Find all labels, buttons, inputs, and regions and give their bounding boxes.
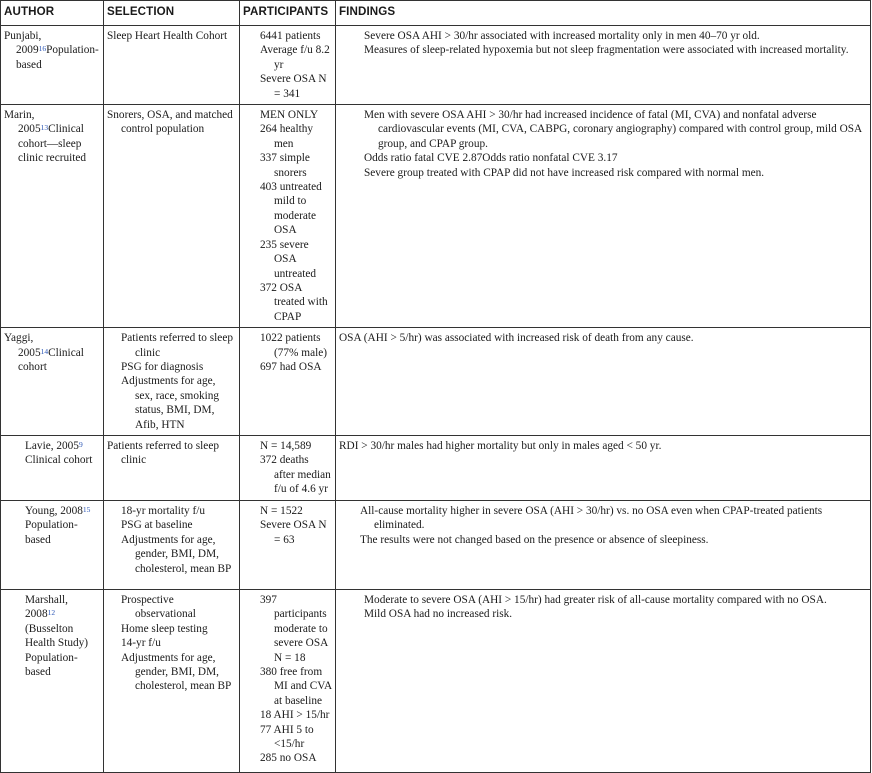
- findings-item: All-cause mortality higher in severe OSA (AHI > 30/hr) vs. no OSA even when CPAP-treated patients eliminated.: [360, 504, 823, 532]
- participants-item: Average f/u 8.2 yr: [260, 44, 330, 71]
- participants-cell: [240, 105, 336, 328]
- participants-cell: [240, 26, 336, 105]
- participants-item: N = 14,589: [260, 439, 312, 452]
- selection-cell: [104, 435, 240, 500]
- findings-item: The results were not changed based on the presence or absence of sleepiness.: [360, 533, 709, 546]
- participants-item: 6441 patients: [260, 30, 321, 42]
- participants-cell: [240, 500, 336, 589]
- author-name: Marin, 2005: [4, 109, 41, 136]
- selection-item: Adjustments for age, gender, BMI, DM, cholesterol, mean BP: [121, 533, 232, 575]
- selection-item: PSG at baseline: [121, 519, 193, 532]
- selection-item: 14-yr f/u: [121, 637, 161, 650]
- author-type: Clinical cohort—sleep clinic recruited: [18, 123, 87, 165]
- participants-item: 380 free from MI and CVA at baseline: [260, 666, 332, 707]
- selection-cell: [104, 105, 240, 328]
- author-name: Young, 2008: [25, 504, 83, 517]
- header-row: [1, 1, 871, 26]
- author-cell: [1, 500, 104, 589]
- reference-link[interactable]: 9: [78, 439, 83, 449]
- participants-item: MEN ONLY: [260, 109, 319, 122]
- author-name: Punjabi,: [4, 30, 42, 42]
- author-name: Yaggi, 2005: [4, 332, 41, 359]
- author-year: 2009: [16, 44, 39, 57]
- participants-item: 264 healthy men: [260, 123, 314, 150]
- table-row: [1, 26, 871, 105]
- findings-item: Odds ratio fatal CVE 2.87Odds ratio nonfatal CVE 3.17: [364, 152, 618, 165]
- author-type: Clinical cohort: [25, 454, 93, 467]
- participants-item: 235 severe OSA untreated: [260, 238, 317, 280]
- findings-item: Measures of sleep-related hypoxemia but not sleep fragmentation were associated with increased mortality.: [364, 44, 849, 57]
- findings-cell: [336, 589, 871, 772]
- header-author: AUTHOR: [1, 1, 104, 26]
- participants-item: 397 participants moderate to severe OSA N = 18: [260, 593, 328, 664]
- findings-cell: [336, 105, 871, 328]
- selection-item: Patients referred to sleep clinic: [121, 332, 233, 359]
- selection-item: Adjustments for age, gender, BMI, DM, cholesterol, mean BP: [121, 651, 232, 693]
- selection-cell: [104, 26, 240, 105]
- selection-item: Prospective observational: [121, 593, 196, 621]
- table-row: [1, 328, 871, 436]
- author-cell: [1, 328, 104, 436]
- participants-item: 77 AHI 5 to <15/hr: [260, 723, 314, 751]
- author-type: Population-based: [16, 44, 99, 71]
- author-type: Population-based: [25, 519, 78, 546]
- reference-link[interactable]: 12: [47, 608, 56, 618]
- participants-cell: [240, 589, 336, 772]
- findings-item: Mild OSA had no increased risk.: [364, 608, 513, 621]
- findings-cell: [336, 500, 871, 589]
- participants-cell: [240, 328, 336, 436]
- selection-item: Patients referred to sleep clinic: [107, 439, 219, 467]
- table-row: [1, 105, 871, 328]
- author-cell: [1, 26, 104, 105]
- participants-cell: [240, 435, 336, 500]
- findings-cell: [336, 26, 871, 105]
- participants-item: 372 deaths after median f/u of 4.6 yr: [260, 454, 331, 496]
- participants-item: 372 OSA treated with CPAP: [260, 281, 328, 323]
- participants-item: 1022 patients (77% male): [260, 332, 328, 359]
- findings-item: Moderate to severe OSA (AHI > 15/hr) had greater risk of all-cause mortality compared with no OSA.: [364, 593, 827, 606]
- reference-link[interactable]: 16: [38, 44, 47, 54]
- findings-item: OSA (AHI > 5/hr) was associated with increased risk of death from any cause.: [339, 332, 694, 345]
- author-cell: [1, 435, 104, 500]
- table-row: [1, 500, 871, 589]
- author-type: Clinical cohort: [18, 346, 84, 373]
- participants-item: 18 AHI > 15/hr: [260, 709, 330, 722]
- participants-item: Severe OSA N = 63: [260, 519, 327, 546]
- selection-item: Home sleep testing: [121, 622, 208, 635]
- reference-link[interactable]: 14: [40, 346, 49, 356]
- participants-item: 285 no OSA: [260, 752, 317, 765]
- participants-item: 403 untreated mild to moderate OSA: [260, 181, 322, 237]
- selection-item: Snorers, OSA, and matched control population: [107, 109, 233, 136]
- author-name: Marshall, 2008: [25, 593, 68, 621]
- header-selection: SELECTION: [104, 1, 240, 26]
- selection-item: Sleep Heart Health Cohort: [107, 30, 228, 42]
- findings-item: Men with severe OSA AHI > 30/hr had increased incidence of fatal (MI, CVA) and nonfatal adverse cardiovascular events (MI, CVA, CABPG, coronary angiography) compared with control group, mild OSA group, and CPAP group.: [364, 109, 862, 150]
- findings-item: Severe group treated with CPAP did not have increased risk compared with normal men.: [364, 166, 765, 179]
- table-row: [1, 435, 871, 500]
- participants-item: 337 simple snorers: [260, 152, 310, 179]
- author-name: Lavie, 2005: [25, 439, 79, 452]
- findings-item: Severe OSA AHI > 30/hr associated with increased mortality only in men 40–70 yr old.: [364, 30, 760, 42]
- selection-item: Adjustments for age, sex, race, smoking status, BMI, DM, Afib, HTN: [121, 375, 220, 431]
- findings-item: RDI > 30/hr males had higher mortality but only in males aged < 50 yr.: [339, 439, 662, 452]
- author-cell: [1, 105, 104, 328]
- selection-item: PSG for diagnosis: [121, 360, 204, 373]
- header-participants: PARTICIPANTS: [240, 1, 336, 26]
- author-type: (Busselton Health Study) Population-based: [25, 622, 89, 678]
- findings-cell: [336, 328, 871, 436]
- participants-item: N = 1522: [260, 504, 303, 517]
- reference-link[interactable]: 15: [82, 504, 91, 514]
- findings-cell: [336, 435, 871, 500]
- selection-cell: [104, 500, 240, 589]
- header-findings: FINDINGS: [336, 1, 871, 26]
- reference-link[interactable]: 13: [40, 123, 49, 133]
- table-row: [1, 589, 871, 772]
- participants-item: 697 had OSA: [260, 360, 322, 373]
- selection-cell: [104, 328, 240, 436]
- author-cell: [1, 589, 104, 772]
- participants-item: Severe OSA N = 341: [260, 73, 327, 100]
- selection-cell: [104, 589, 240, 772]
- selection-item: 18-yr mortality f/u: [121, 504, 206, 517]
